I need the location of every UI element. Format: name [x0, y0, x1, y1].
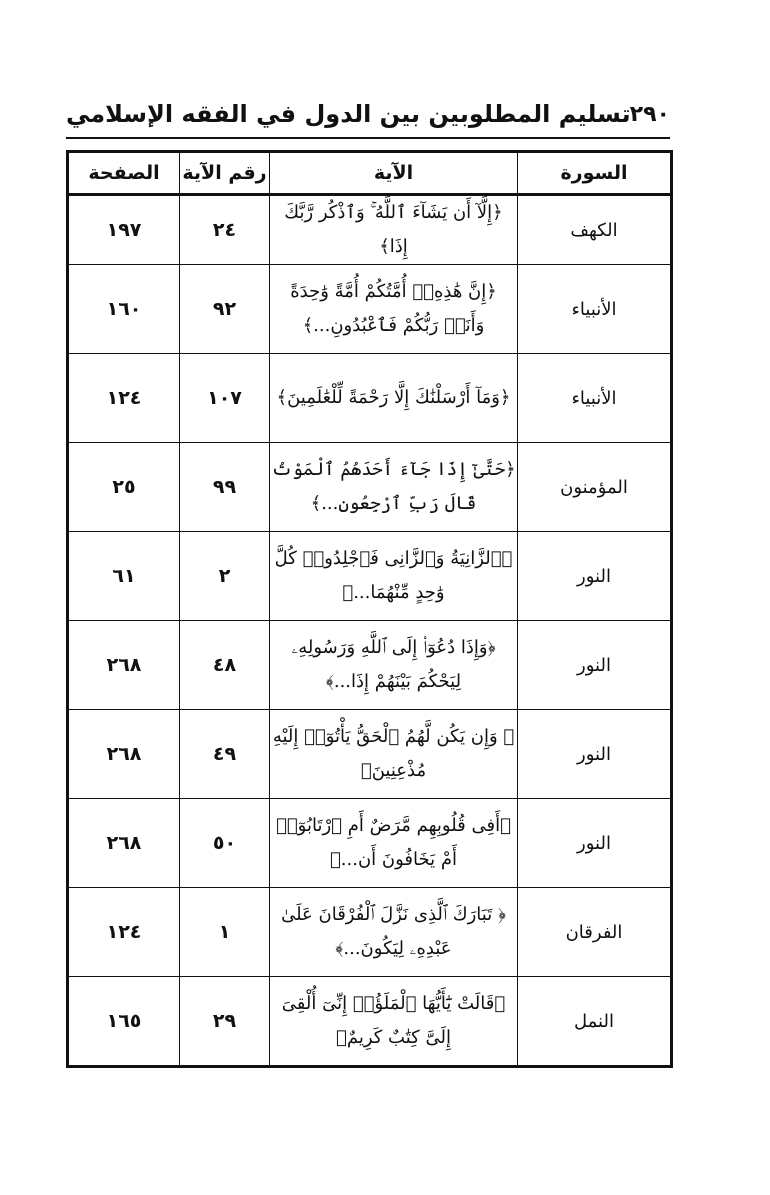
- page-cell: ١٢٤: [68, 354, 180, 443]
- column-header-ayah-number: رقم الآية: [180, 152, 270, 195]
- ayah-cell: ﴿وَإِذَا دُعُوٓا۟ إِلَى ٱللَّهِ وَرَسُولِهِۦ لِيَحْكُمَ بَيْنَهُمْ إِذَا...﴾: [270, 621, 518, 710]
- page-cell: ١٦٥: [68, 977, 180, 1067]
- ayah-number-cell: ٥٠: [180, 799, 270, 888]
- table-row: [68, 799, 672, 888]
- surah-cell: النور: [518, 799, 672, 888]
- page-cell: ١٩٧: [68, 195, 180, 265]
- surah-cell: المؤمنون: [518, 443, 672, 532]
- ayah-number-cell: ٩٢: [180, 265, 270, 354]
- ayah-cell: ﴿إِلَّآ أَن يَشَآءَ ٱللَّهُ ۚ وَٱذْكُر رَّبَّكَ إِذَا﴾: [270, 195, 518, 265]
- table-row: [68, 977, 672, 1067]
- page-header: [66, 100, 670, 136]
- ayah-cell: ﴿وَمَآ أَرْسَلْنَٰكَ إِلَّا رَحْمَةً لِّلْعَٰلَمِينَ﴾: [270, 354, 518, 443]
- page-number: ٢٩٠: [629, 102, 670, 127]
- surah-cell: الأنبياء: [518, 354, 672, 443]
- ayah-cell: ﴿حَتَّىٰٓ إِذَا جَآءَ أَحَدَهُمُ ٱلْمَوْتُ قَالَ رَبِّ ٱرْجِعُونِ...﴾: [270, 443, 518, 532]
- table-row: [68, 195, 672, 265]
- ayah-cell: ﴿إِنَّ هَٰذِهِۦٓ أُمَّتُكُمْ أُمَّةً وَٰحِدَةً وَأَنَا۠ رَبُّكُمْ فَٱعْبُدُونِ...﴾: [270, 265, 518, 354]
- surah-cell: الكهف: [518, 195, 672, 265]
- surah-cell: الفرقان: [518, 888, 672, 977]
- page-cell: ٢٦٨: [68, 621, 180, 710]
- ayah-cell: ﴿ تَبَارَكَ ٱلَّذِى نَزَّلَ ٱلْفُرْقَانَ عَلَىٰ عَبْدِهِۦ لِيَكُونَ...﴾: [270, 888, 518, 977]
- page-cell: ١٦٠: [68, 265, 180, 354]
- surah-cell: النور: [518, 621, 672, 710]
- ayah-number-cell: ٢٩: [180, 977, 270, 1067]
- column-header-surah: السورة: [518, 152, 672, 195]
- surah-cell: النور: [518, 532, 672, 621]
- table-row: [68, 710, 672, 799]
- table-row: [68, 532, 672, 621]
- ayah-cell: ﴿ وَإِن يَكُن لَّهُمُ ٱلْحَقُّ يَأْتُوٓا۟ إِلَيْهِ مُذْعِنِينَ﴾: [270, 710, 518, 799]
- table-row: [68, 354, 672, 443]
- page-cell: ٦١: [68, 532, 180, 621]
- ayah-number-cell: ٢: [180, 532, 270, 621]
- page-cell: ٢٦٨: [68, 799, 180, 888]
- column-header-ayah: الآية: [270, 152, 518, 195]
- surah-cell: الأنبياء: [518, 265, 672, 354]
- table-row: [68, 888, 672, 977]
- page-cell: ٢٦٨: [68, 710, 180, 799]
- header-rule: [66, 137, 670, 139]
- ayah-cell: ﴿قَالَتْ يَٰٓأَيُّهَا ٱلْمَلَؤُا۟ إِنِّىٓ أُلْقِىَ إِلَىَّ كِتَٰبٌ كَرِيمٌ﴾: [270, 977, 518, 1067]
- ayah-number-cell: ٢٤: [180, 195, 270, 265]
- surah-cell: النمل: [518, 977, 672, 1067]
- table-row: [68, 621, 672, 710]
- ayah-number-cell: ١٠٧: [180, 354, 270, 443]
- ayah-number-cell: ٤٨: [180, 621, 270, 710]
- table-row: [68, 265, 672, 354]
- running-title: تسليم المطلوبين بين الدول في الفقه الإسلامي: [66, 100, 631, 128]
- page-cell: ٢٥: [68, 443, 180, 532]
- ayah-number-cell: ١: [180, 888, 270, 977]
- ayah-cell: ﴿ٱلزَّانِيَةُ وَٱلزَّانِى فَٱجْلِدُوا۟ كُلَّ وَٰحِدٍ مِّنْهُمَا...﴾: [270, 532, 518, 621]
- column-header-page: الصفحة: [68, 152, 180, 195]
- page-cell: ١٢٤: [68, 888, 180, 977]
- ayah-cell: ﴿أَفِى قُلُوبِهِم مَّرَضٌ أَمِ ٱرْتَابُوٓا۟ أَمْ يَخَافُونَ أَن...﴾: [270, 799, 518, 888]
- table-row: [68, 443, 672, 532]
- ayah-number-cell: ٩٩: [180, 443, 270, 532]
- table-header-row: [68, 152, 672, 195]
- verses-table: [66, 150, 673, 1068]
- ayah-number-cell: ٤٩: [180, 710, 270, 799]
- surah-cell: النور: [518, 710, 672, 799]
